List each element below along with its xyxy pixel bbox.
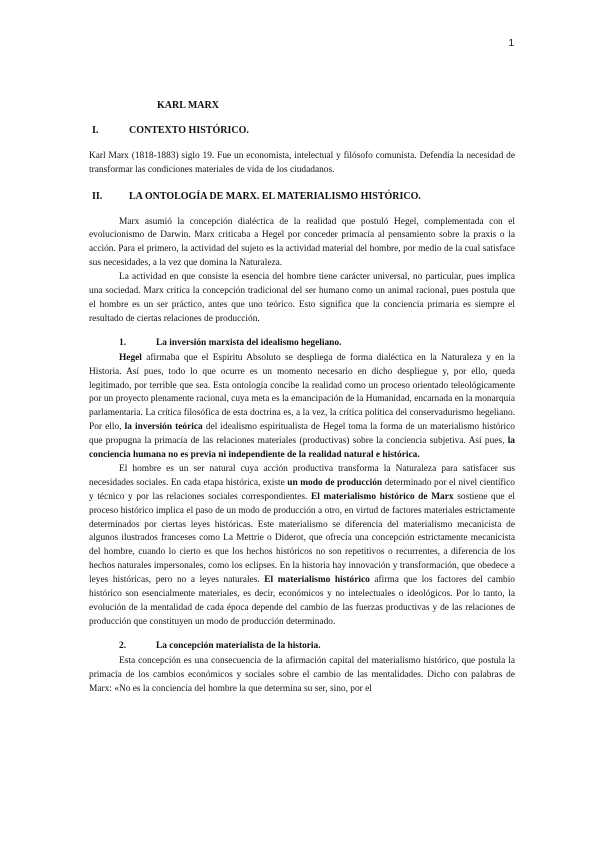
subsection-2-number: 2.: [119, 640, 127, 651]
section-2-number: II.: [92, 190, 103, 202]
page-number: 1: [508, 38, 514, 49]
document-title: KARL MARX: [157, 100, 219, 111]
emphasis: El materialismo histórico de Marx: [310, 491, 454, 502]
text-run: determinado por el nivel científico y técnico y por las relaciones sociales correspondientes.: [89, 477, 515, 502]
emphasis: la conciencia humana no es previa ni independiente de la realidad natural e histórica.: [89, 436, 515, 461]
subsection-1-title: La inversión marxista del idealismo hegeliano.: [156, 337, 342, 348]
subsection-2-title: La concepción materialista de la historia.: [156, 640, 321, 651]
section-2-paragraph-2: La actividad en que consiste la esencia del hombre tiene carácter universal, no particular, pues implica una sociedad. Marx critica la concepción tradicional del ser humano como un animal racional, pues postula que el hombre es un ser práctico, antes que uno teórico. Esto significa que la conciencia primaria es siempre el resultado de ciertas relaciones de producción.: [89, 272, 515, 324]
text-run: sostiene que el proceso histórico implica el paso de un modo de producción a otro, en virtud de factores materiales estrictamente determinados por ciertas leyes históricas. Este materialismo se diferencia del materialismo mecanicista de algunos ilustrados franceses como La Mettrie o Diderot, que ofrecía una concepción estrictamente mecanicista del hombre, cuando lo cierto es que los hechos históricos no son repetitivos o recurrentes, a diferencia de los hechos naturales impersonales, como los eclipses. En la historia hay innovación y transformación, que obedece a leyes históricas, pero no a leyes naturales.: [89, 491, 515, 586]
emphasis: El materialismo histórico: [264, 575, 370, 586]
section-1-number: I.: [92, 124, 99, 136]
section-2-title: LA ONTOLOGÍA DE MARX. EL MATERIALISMO HISTÓRICO.: [129, 190, 421, 202]
subsection-2-paragraph-1: Esta concepción es una consecuencia de la afirmación capital del materialismo histórico, que postula la primacía de los cambios económicos y sociales sobre el cambio de las mentalidades. Dicho con palabras de Marx: «No es la conciencia del hombre la que determina su ser, sino, por el: [89, 655, 515, 694]
text-run: afirma que los factores del cambio histórico son esencialmente materiales, es decir, económicos y no intelectuales o ideológicos. Por lo tanto, la evolución de la mentalidad de cada época depende del cambio de las fuerzas productivas y de las relaciones de producción que constituyen un modo de producción determinado.: [89, 575, 515, 627]
hegel-term: Hegel: [119, 352, 142, 363]
section-2-heading: [89, 190, 515, 204]
subsection-1-paragraph-1: [89, 352, 515, 463]
section-1-title: CONTEXTO HISTÓRICO.: [129, 124, 249, 136]
subsection-2-heading: [89, 640, 515, 654]
document-body: [89, 99, 515, 696]
text-run: afirmaba que el Espíritu Absoluto se despliega de forma dialéctica en la Naturaleza y en la Historia. Así pues, todo lo que ocurre es un momento necesario en dicho despliegue y, por ello, queda legitimado, por terrible que sea. Esta ontología concibe la realidad como un proceso orientado teleológicamente por un proyecto plenamente racional, cuya meta es la emancipación de la Humanidad, encarnada en la monarquía parlamentaria. La crítica filosófica de esta doctrina es, a la vez, la crítica política del conservadurismo hegeliano. Por ello,: [89, 352, 515, 433]
section-2-paragraph-1: Marx asumió la concepción dialéctica de la realidad que postuló Hegel, complementada con el evolucionismo de Darwin. Marx criticaba a Hegel por conceder primacía al pensamiento sobre la praxis o la acción. Para el primero, la actividad del sujeto es la actividad material del hombre, por medio de la cual satisface sus necesidades, a la vez que domina la Naturaleza.: [89, 216, 515, 269]
subsection-1-heading: [89, 337, 515, 351]
text-run: del idealismo espiritualista de Hegel toma la forma de un materialismo histórico que propugna la primacía de las relaciones materiales (productivas) sobre la conciencia subjetiva. Así pues,: [89, 422, 515, 447]
section-1-paragraph: Karl Marx (1818-1883) siglo 19. Fue un economista, intelectual y filósofo comunista. Defendía la necesidad de transformar las condiciones materiales de vida de los ciudadanos.: [89, 150, 515, 175]
subsection-1-paragraph-2: [89, 463, 515, 630]
emphasis: un modo de producción: [287, 477, 383, 488]
text-run: El hombre es un ser natural cuya acción productiva transforma la Naturaleza para satisfacer sus necesidades sociales. En cada etapa histórica, existe: [89, 463, 515, 488]
section-1-heading: [89, 124, 515, 138]
subsection-1-number: 1.: [119, 337, 127, 348]
emphasis: la inversión teórica: [124, 422, 203, 433]
